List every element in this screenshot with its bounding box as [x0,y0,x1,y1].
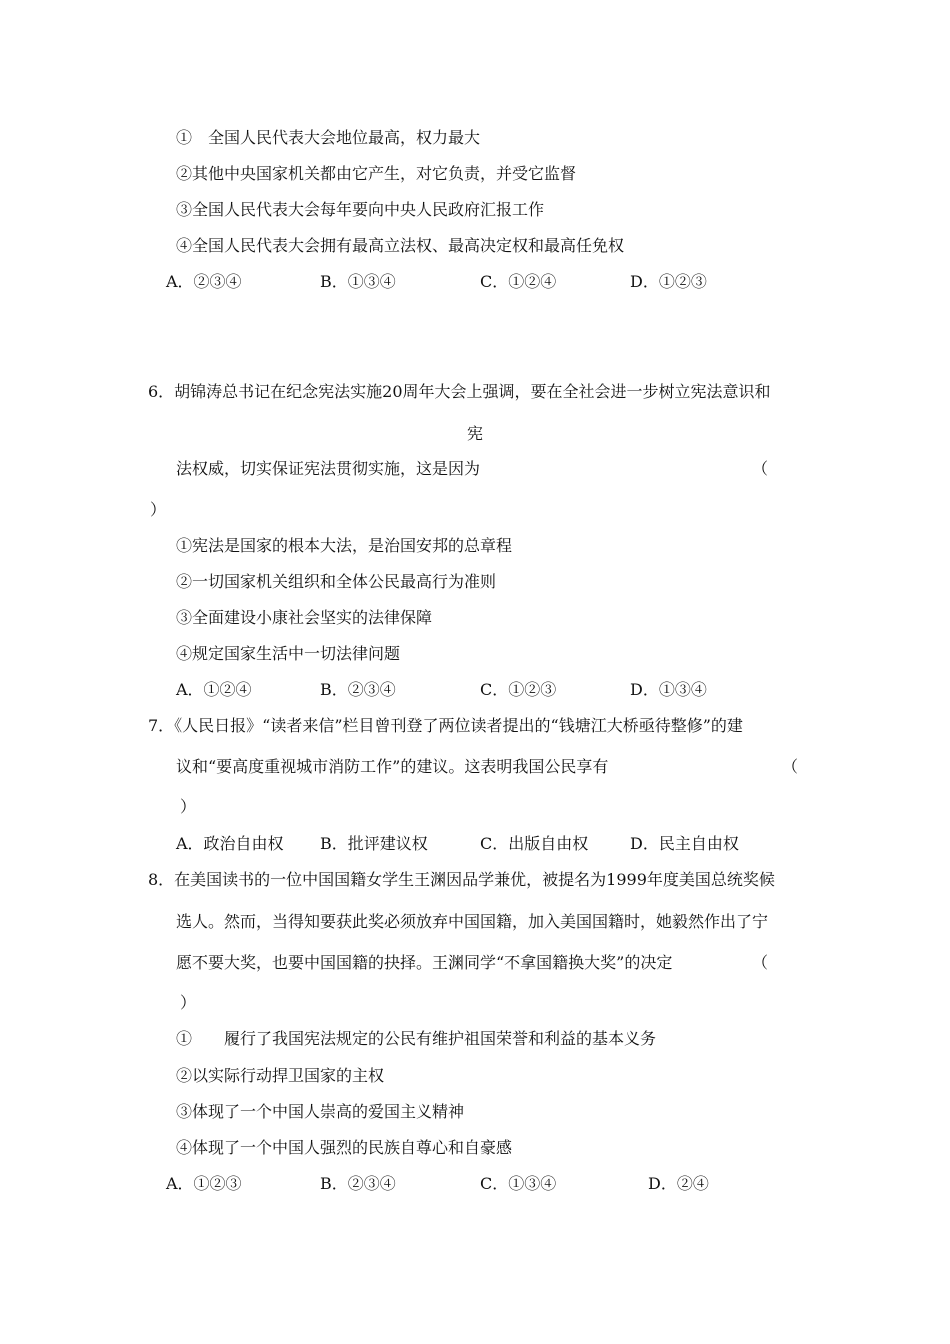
q7-answer-paren-close: ） [180,797,197,816]
q7-option-a: A．政治自由权 [176,834,284,853]
q8-answer-paren-close: ） [180,993,197,1012]
q5-item-2: ②其他中央国家机关都由它产生，对它负责，并受它监督 [176,164,577,183]
q5-option-a: A．②③④ [166,272,242,291]
q8-option-b: B．②③④ [320,1174,396,1193]
q5-item-3: ③全国人民代表大会每年要向中央人民政府汇报工作 [176,200,545,219]
q7-option-b: B．批评建议权 [320,834,428,853]
q5-option-d: D．①②③ [630,272,707,291]
q8-item-3: ③体现了一个中国人崇高的爱国主义精神 [176,1102,465,1121]
q6-answer-paren-close: ） [150,500,167,519]
q6-option-b: B．②③④ [320,680,396,699]
q5-item-1: ① 全国人民代表大会地位最高，权力最大 [176,128,481,147]
q7-option-c: C．出版自由权 [480,834,589,853]
q6-option-c: C．①②③ [480,680,557,699]
q8-answer-paren-open: （ [752,953,769,972]
q8-option-c: C．①③④ [480,1174,557,1193]
q8-option-d: D．②④ [648,1174,709,1193]
q8-stem-line-3: 愿不要大奖，也要中国国籍的抉择。王渊同学“不拿国籍换大奖”的决定 [176,953,673,972]
q7-option-d: D．民主自由权 [630,834,739,853]
q8-option-a: A．①②③ [166,1174,242,1193]
q6-item-2: ②一切国家机关组织和全体公民最高行为准则 [176,572,497,591]
q6-stem-line-3: 法权威，切实保证宪法贯彻实施，这是因为 [176,459,481,478]
q5-item-4: ④全国人民代表大会拥有最高立法权、最高决定权和最高任免权 [176,236,625,255]
q8-stem-line-1: 8．在美国读书的一位中国国籍女学生王渊因品学兼优，被提名为1999年度美国总统奖候 [148,870,775,889]
q7-stem-line-2: 议和“要高度重视城市消防工作”的建议。这表明我国公民享有 [176,757,609,776]
q8-item-4: ④体现了一个中国人强烈的民族自尊心和自豪感 [176,1138,513,1157]
q6-answer-paren-open: （ [752,459,769,478]
q5-option-b: B．①③④ [320,272,396,291]
q6-item-3: ③全面建设小康社会坚实的法律保障 [176,608,433,627]
q6-item-1: ①宪法是国家的根本大法，是治国安邦的总章程 [176,536,513,555]
q6-item-4: ④规定国家生活中一切法律问题 [176,644,401,663]
q7-answer-paren-open: （ [782,757,799,776]
q6-option-d: D．①③④ [630,680,707,699]
q6-stem-line-1: 6．胡锦涛总书记在纪念宪法实施20周年大会上强调，要在全社会进一步树立宪法意识和 [148,382,771,401]
q7-stem-line-1: 7．《人民日报》“读者来信”栏目曾刊登了两位读者提出的“钱塘江大桥亟待整修”的建 [148,716,743,735]
q6-stem-line-2: 宪 [467,424,484,443]
q8-item-2: ②以实际行动捍卫国家的主权 [176,1066,385,1085]
q8-item-1: ① 履行了我国宪法规定的公民有维护祖国荣誉和利益的基本义务 [176,1029,657,1048]
q5-option-c: C．①②④ [480,272,557,291]
q8-stem-line-2: 选人。然而，当得知要获此奖必须放弃中国国籍，加入美国国籍时，她毅然作出了宁 [176,912,769,931]
q6-option-a: A．①②④ [176,680,252,699]
